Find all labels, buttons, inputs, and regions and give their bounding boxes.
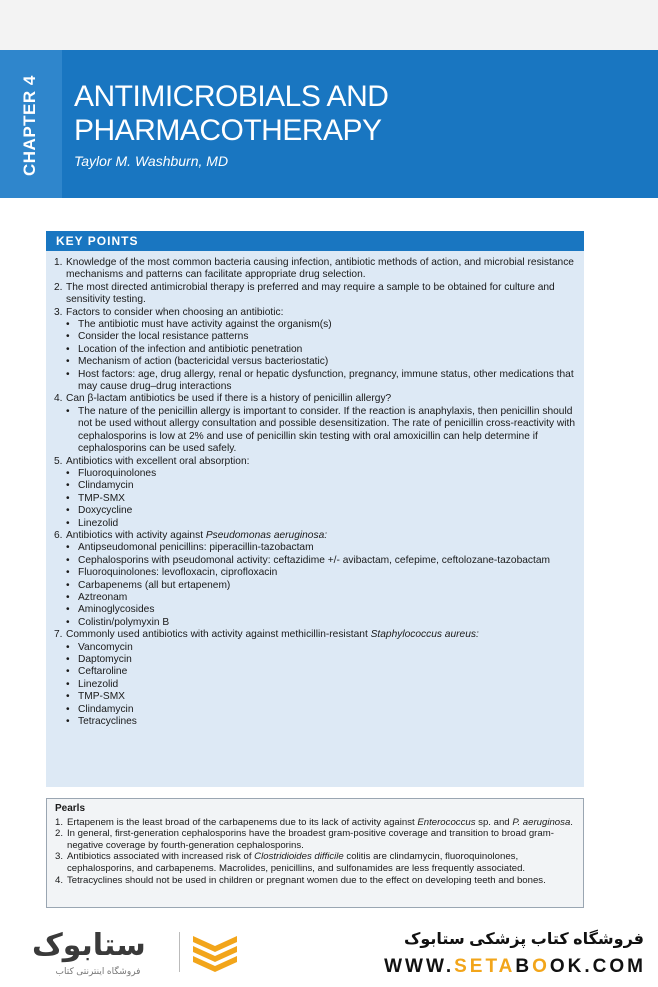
key-points-box — [46, 231, 584, 787]
key-point-bullets — [54, 319, 576, 393]
bullet-item: • TMP-SMX — [66, 492, 125, 504]
book-stack-icon — [190, 930, 240, 974]
url-part-b: B — [515, 956, 533, 977]
bullet-item: • Linezolid — [66, 517, 119, 529]
key-point-item — [54, 530, 576, 542]
pearl-number: 1. — [55, 816, 64, 828]
bullet-icon: • — [66, 691, 70, 703]
bullet-item: • Aztreonam — [66, 591, 128, 603]
key-point-text: Commonly used antibiotics with activity against methicillin-resistant Staphylococcus aureus: — [66, 629, 479, 641]
bullet-icon: • — [66, 641, 70, 653]
bullet-item: • Clindamycin — [66, 703, 134, 715]
key-point-text: Knowledge of the most common bacteria causing infection, antibiotic methods of action, and microbial resistance mechanisms and patterns can facilitate appropriate drug selection. — [66, 257, 574, 281]
pearl-text: Antibiotics associated with increased risk of Clostridioides difficile colitis are clindamycin, fluoroquinolones, cephalosporins, and carbapenems. Macrolides, penicillins, and sulfonamides are less frequently associated. — [67, 851, 526, 874]
key-point-bullets — [54, 542, 576, 629]
bullet-item: • Host factors: age, drug allergy, renal or hepatic dysfunction, pregnancy, immune status, other medications that may cause drug–drug interactions — [66, 368, 574, 393]
bullet-item: • Antipseudomonal penicillins: piperacillin-tazobactam — [66, 542, 314, 554]
logo-tagline: فروشگاه اینترنتی کتاب — [55, 966, 141, 976]
key-points-heading: KEY POINTS — [46, 231, 584, 251]
pearl-item — [55, 817, 575, 829]
key-point-text: Can β-lactam antibiotics be used if there is a history of penicillin allergy? — [66, 393, 392, 405]
key-point-text: The most directed antimicrobial therapy is preferred and may require a sample to be obtained for culture and sensitivity testing. — [66, 281, 555, 306]
logo-divider — [179, 932, 180, 972]
bullet-icon: • — [66, 368, 70, 380]
logo-wordmark: ستابوک — [32, 929, 146, 962]
bullet-item: • Clindamycin — [66, 480, 134, 492]
chapter-label: CHAPTER 4 — [20, 75, 39, 176]
bullet-item: • TMP-SMX — [66, 691, 125, 703]
bullet-item: • Carbapenems (all but ertapenem) — [66, 579, 231, 591]
chapter-title — [74, 80, 634, 148]
key-point-bullets — [54, 406, 576, 456]
bullet-icon: • — [66, 654, 70, 665]
key-point-item — [54, 282, 576, 307]
store-url[interactable] — [384, 956, 646, 978]
url-part-www: WWW. — [384, 956, 455, 977]
key-point-number: 4. — [54, 393, 63, 405]
key-point-number: 2. — [54, 281, 63, 293]
bullet-icon: • — [66, 666, 70, 678]
key-point-item — [54, 257, 576, 282]
bullet-icon: • — [66, 678, 70, 690]
bullet-icon: • — [66, 492, 70, 504]
pearl-text: Ertapenem is the least broad of the carbapenems due to its lack of activity against Enterococcus sp. and P. aeruginosa. — [67, 816, 573, 828]
pearl-text: Tetracyclines should not be used in children or pregnant women due to the effect on developing teeth and bones. — [67, 874, 546, 886]
key-point-text: Factors to consider when choosing an antibiotic: — [66, 306, 284, 318]
key-point-number: 5. — [54, 455, 63, 467]
key-point-text: Antibiotics with excellent oral absorption: — [66, 455, 250, 467]
url-part-rest: OK.COM — [549, 956, 646, 977]
chapter-title-line2: PHARMACOTHERAPY — [74, 114, 382, 147]
bullet-icon: • — [66, 567, 70, 579]
bullet-item: • Linezolid — [66, 678, 119, 690]
bullet-item: • Fluoroquinolones: levofloxacin, ciprofloxacin — [66, 567, 278, 579]
key-point-number: 7. — [54, 629, 63, 641]
key-point-item — [54, 393, 576, 405]
key-point-bullets — [54, 468, 576, 530]
top-strip — [0, 0, 658, 50]
bullet-icon: • — [66, 542, 70, 554]
bullet-item: • Cephalosporins with pseudomonal activity: ceftazidime +/- avibactam, cefepime, ceftolozane-tazobactam — [66, 554, 550, 566]
key-point-number: 1. — [54, 257, 63, 268]
chapter-author: Taylor M. Washburn, MD — [74, 153, 229, 169]
bullet-icon: • — [66, 703, 70, 715]
pearl-number: 2. — [55, 828, 64, 840]
bullet-icon: • — [66, 616, 70, 628]
key-point-item — [54, 629, 576, 641]
pearls-heading: Pearls — [55, 803, 86, 814]
store-name: فروشگاه کتاب پزشکی ستابوک — [403, 931, 644, 948]
pearls-box — [46, 798, 584, 908]
key-point-number: 6. — [54, 529, 63, 541]
bullet-item: • Tetracyclines — [66, 716, 137, 728]
bullet-icon: • — [66, 405, 70, 417]
bullet-icon: • — [66, 467, 70, 479]
key-point-item — [54, 456, 576, 468]
bullet-icon: • — [66, 517, 70, 529]
key-points-list — [46, 251, 584, 728]
bullet-item: • Consider the local resistance patterns — [66, 331, 249, 343]
bullet-item: • The antibiotic must have activity against the organism(s) — [66, 319, 332, 331]
key-point-item — [54, 307, 576, 319]
bullet-icon: • — [66, 604, 70, 616]
pearl-item — [55, 828, 575, 851]
bullet-icon: • — [66, 331, 70, 343]
key-point-text: Antibiotics with activity against Pseudomonas aeruginosa: — [66, 529, 328, 541]
bullet-item: • Mechanism of action (bactericidal versus bacteriostatic) — [66, 356, 329, 368]
bullet-icon: • — [66, 591, 70, 603]
bullet-icon: • — [66, 554, 70, 566]
pearl-text: In general, first-generation cephalosporins have the broadest gram-positive coverage and transition to broad gram-negative coverage by fourth-generation cephalosporins. — [67, 828, 554, 851]
pearl-number: 3. — [55, 851, 64, 863]
pearls-list — [55, 817, 575, 887]
bullet-icon: • — [66, 343, 70, 355]
url-part-o: O — [532, 956, 550, 977]
pearl-item — [55, 851, 575, 874]
bullet-icon: • — [66, 716, 70, 728]
key-point-bullets — [54, 642, 576, 729]
bullet-item: • Colistin/polymyxin B — [66, 616, 170, 628]
bullet-icon: • — [66, 319, 70, 331]
bullet-item: • Daptomycin — [66, 654, 132, 665]
url-part-seta: SETA — [454, 956, 516, 977]
bullet-icon: • — [66, 480, 70, 492]
bullet-item: • Doxycycline — [66, 505, 133, 517]
pearl-number: 4. — [55, 874, 64, 886]
chapter-title-line1: ANTIMICROBIALS AND — [74, 80, 389, 113]
bullet-item: • Vancomycin — [66, 641, 133, 653]
bullet-item: • Fluoroquinolones — [66, 467, 157, 479]
pearl-item — [55, 875, 575, 887]
bullet-icon: • — [66, 505, 70, 517]
key-point-number: 3. — [54, 306, 63, 318]
bullet-item: • The nature of the penicillin allergy is important to consider. If the reaction is anaphylaxis, then penicillin should not be used without allergy consultation and possible desensitization. The rate of penicillin cross-reactivity with cephalosporins is low at 2% and use of penicillin skin testing with oral amoxicillin can help determine if cephalosporins can be used safely. — [66, 405, 576, 455]
bullet-icon: • — [66, 356, 70, 368]
bullet-icon: • — [66, 579, 70, 591]
bullet-item: • Ceftaroline — [66, 666, 128, 678]
bullet-item: • Location of the infection and antibiotic penetration — [66, 343, 303, 355]
bullet-item: • Aminoglycosides — [66, 604, 155, 616]
